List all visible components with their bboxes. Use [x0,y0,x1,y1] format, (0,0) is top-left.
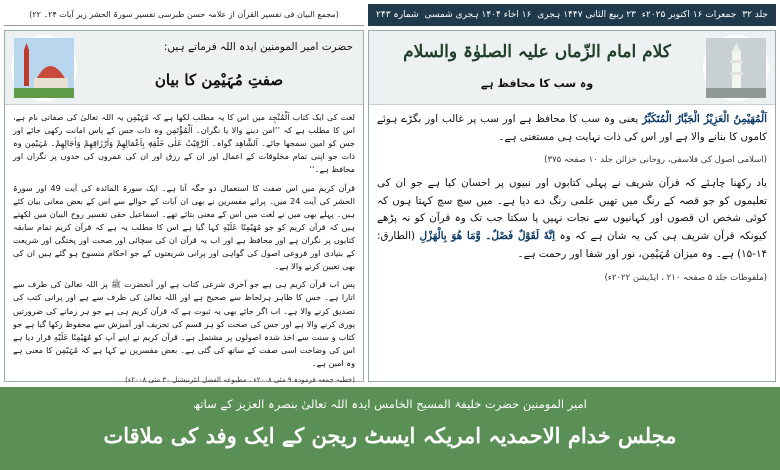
mosque-icon [14,38,74,98]
paragraph [377,111,767,146]
quran-verse: اِنَّهٗ لَقَوْلٌ فَصْلٌ۔ وَّمَا هُوَ بِالْهَزْلِ [419,230,556,243]
reference: (ملفوظات جلد ۵ صفحہ ۲۱۰ ، ایڈیشن ۲۰۲۲ء) [604,272,767,283]
left-article-header [5,31,363,105]
right-article-body [377,111,767,375]
paragraph-text: (الطارق: ۱۴-۱۵) ہے۔ وہ میزان مُہَیْمِن، نور اور شفا اور رحمت ہے۔ [377,230,767,260]
source-citation-bar [4,4,364,26]
paragraph-text: یعنی وہ سب کا محافظ ہے اور سب پر غالب اور بگڑے ہوئے کاموں کا بنانے والا ہے اور اس کی ذات نہایت ہی مستغنی ہے۔ [377,113,767,143]
mosque-photo [11,35,77,101]
left-article-intro: حضرت امیر المومنین ایدہ اللہ فرماتے ہیں: [163,41,353,53]
left-article-title: صفتِ مُہَیْمِن کا بیان [154,71,284,89]
source-citation: (مجمع البیان فی تفسیر القرآن از علامہ حسن طبرسی تفسیر سورۃ الحشر زیر آیات ۲۴۔ ۲۲) [29,10,339,19]
left-article [4,30,364,385]
minaret-icon [706,38,766,98]
date-hijri: ۲۳ ربیع الثانی ۱۴۴۷ ہجری [537,10,636,20]
right-article-header [369,31,775,105]
paragraph: پس اب قرآن کریم ہی ہے جو آخری شرعی کتاب ہے اور آنحضرت ﷺ پر اللہ تعالیٰ کی طرف سے اتارا ہے۔ جس کا ظاہر ہرلحاظ سے صحیح ہے اور اللہ تعالیٰ کی طرف سے ہے اور پرانی کتب کی تصدیق کرنے والا ہے۔ اب اگر جائے بھی یہ ثبوت ہے کہ قرآن کریم ہی ہے جو ہر زمانے کی ضرورتیں پوری کرنے والا ہے اور جس کی صحت کو ہر قسم کی تحریف اور آمیزش سے محفوظ رکھا گیا ہے جو کتاب و سنت سے اخذ شدہ اصولوں پر مشتمل ہے۔ قرآن کریم نے اپنے آپ کو مُهَيْمِنًا عَلَيْهِ قرار دیا ہے اس کی وضاحت اسی صفت کے ساتھ کی گئی ہے۔ بعض مفسرین نے کہا ہے کہ مُہَیْمِن کا معنی ہے وہ امین ہے۔ [13,279,355,368]
issue-number: شمارہ ۲۴۳ [376,10,419,20]
quran-verse: اَلْمُهَيْمِنُ الْعَزِيْزُ الْجَبَّارُ الْمُتَكَبِّرُ [642,113,767,125]
reference: (اسلامی اصول کی فلاسفی، روحانی خزائن جلد ۱۰ صفحہ ۳۷۵) [544,155,767,166]
minaret-photo [703,35,769,101]
banner-headline: مجلس خدام الاحمدیہ امریکہ ایسٹ ریجن کے ایک وفد کی ملاقات [103,423,677,448]
left-article-body [13,111,355,385]
paragraph: قرآن کریم میں اس صفت کا استعمال دو جگہ آتا ہے۔ ایک سورۃ المائدہ کی آیت 49 اور سورۃ الحشر کی آیت 24 میں۔ پرانے مفسرین نے بھی ان آیات کے حوالے سے اس کے بعض معانی بیان کئے ہیں۔ پہلے بھی میں نے لغت میں اس کے معنی بتائے تھے۔ اسماعیل حقی تفسیر روح البیان میں لکھتے ہیں کہ قرآن کریم کو جو مُهَيْمِنًا عَلَيْهِ کہا گیا ہے اس کا مطلب یہ ہے کہ قرآن کریم تمام سابقہ کتابوں پر نگران ہے اور محافظ ہے اور اب یہ قرآن ان کی سچائی اور صحت اور پختگی اور شریعت کے بنیادی اور فروعی اصول کی گواہی اور پرانی شریعتوں کے جو احکام منسوخ ہو گئے ہیں ان کی بھی تعیین کرنے والا ہے۔ [13,182,355,272]
paragraph [377,175,767,264]
paragraph: لغت کی ایک کتاب اَلْمُنْجِد میں اس کا یہ مطلب لکھا ہے کہ مُہَیْمِن یہ اللہ تعالیٰ کی صفاتی نام ہے، اس کا مطلب ہے کہ ’’امن دینے والا یا نگران۔ اَلْمُؤْتَمِن وہ ذات جس کے پاس امانت رکھی جائے اور جس کو امین سمجھا جائے۔ اَلشَّاهِد گواہ۔ اَلرَّقِيْبُ عَلٰى خَلْقِهٖ بِاَعْمَالِهِمْ وَاَرْزَاقِهِمْ وَاٰجَالِهِمْ۔ مُہَیْمِن وہ ذات جو اپنی تمام مخلوقات کے اعمال اور ان کے رزق اور ان کی عمروں کی حدوں پر نگران اور محافظ ہے۔‘‘ [13,112,355,175]
right-article-subtitle: وہ سب کا محافظ ہے [480,77,594,90]
volume-label: جلد ۳۲ [742,10,768,20]
date-bar [368,4,776,26]
paragraph-text: یاد رکھنا چاہئے کہ قرآن شریف نے پہلی کتابوں اور نبیوں پر احسان کیا ہے جو ان کی تعلیموں کو جو قصہ کے رنگ میں تھیں علمی رنگ دے دیا ہے۔ میں سچ سچ کہتا ہوں کہ کوئی شخص ان قصوں اور کہانیوں سے نجات نہیں پا سکتا جب تک وہ قرآن کو نہ پڑھے کیونکہ قرآن شریف ہی کی یہ شان ہے کہ وہ [377,177,768,243]
news-banner [0,387,780,470]
right-article [368,30,776,382]
date-shamsi: ۱۶ اخاء ۱۴۰۴ ہجری شمسی [424,10,532,20]
banner-subheading: امیر المومنین حضرت خلیفۃ المسیح الخامس ایدہ اللہ تعالیٰ بنصرہ العزیز کے ساتھ [193,397,587,411]
right-article-title: کلام امام الزّماں علیہ الصلوٰۃ والسلام [403,42,671,62]
reference: (خطبہ جمعہ فرمودہ ۹ مئی ۲۰۰۸ء ، مطبوعہ الفضل انٹرنیشنل ۳۰ مئی ۲۰۰۸ء) [125,376,355,385]
date-gregorian: جمعرات ۱۶ اکتوبر ۲۰۲۵ء [641,10,737,20]
